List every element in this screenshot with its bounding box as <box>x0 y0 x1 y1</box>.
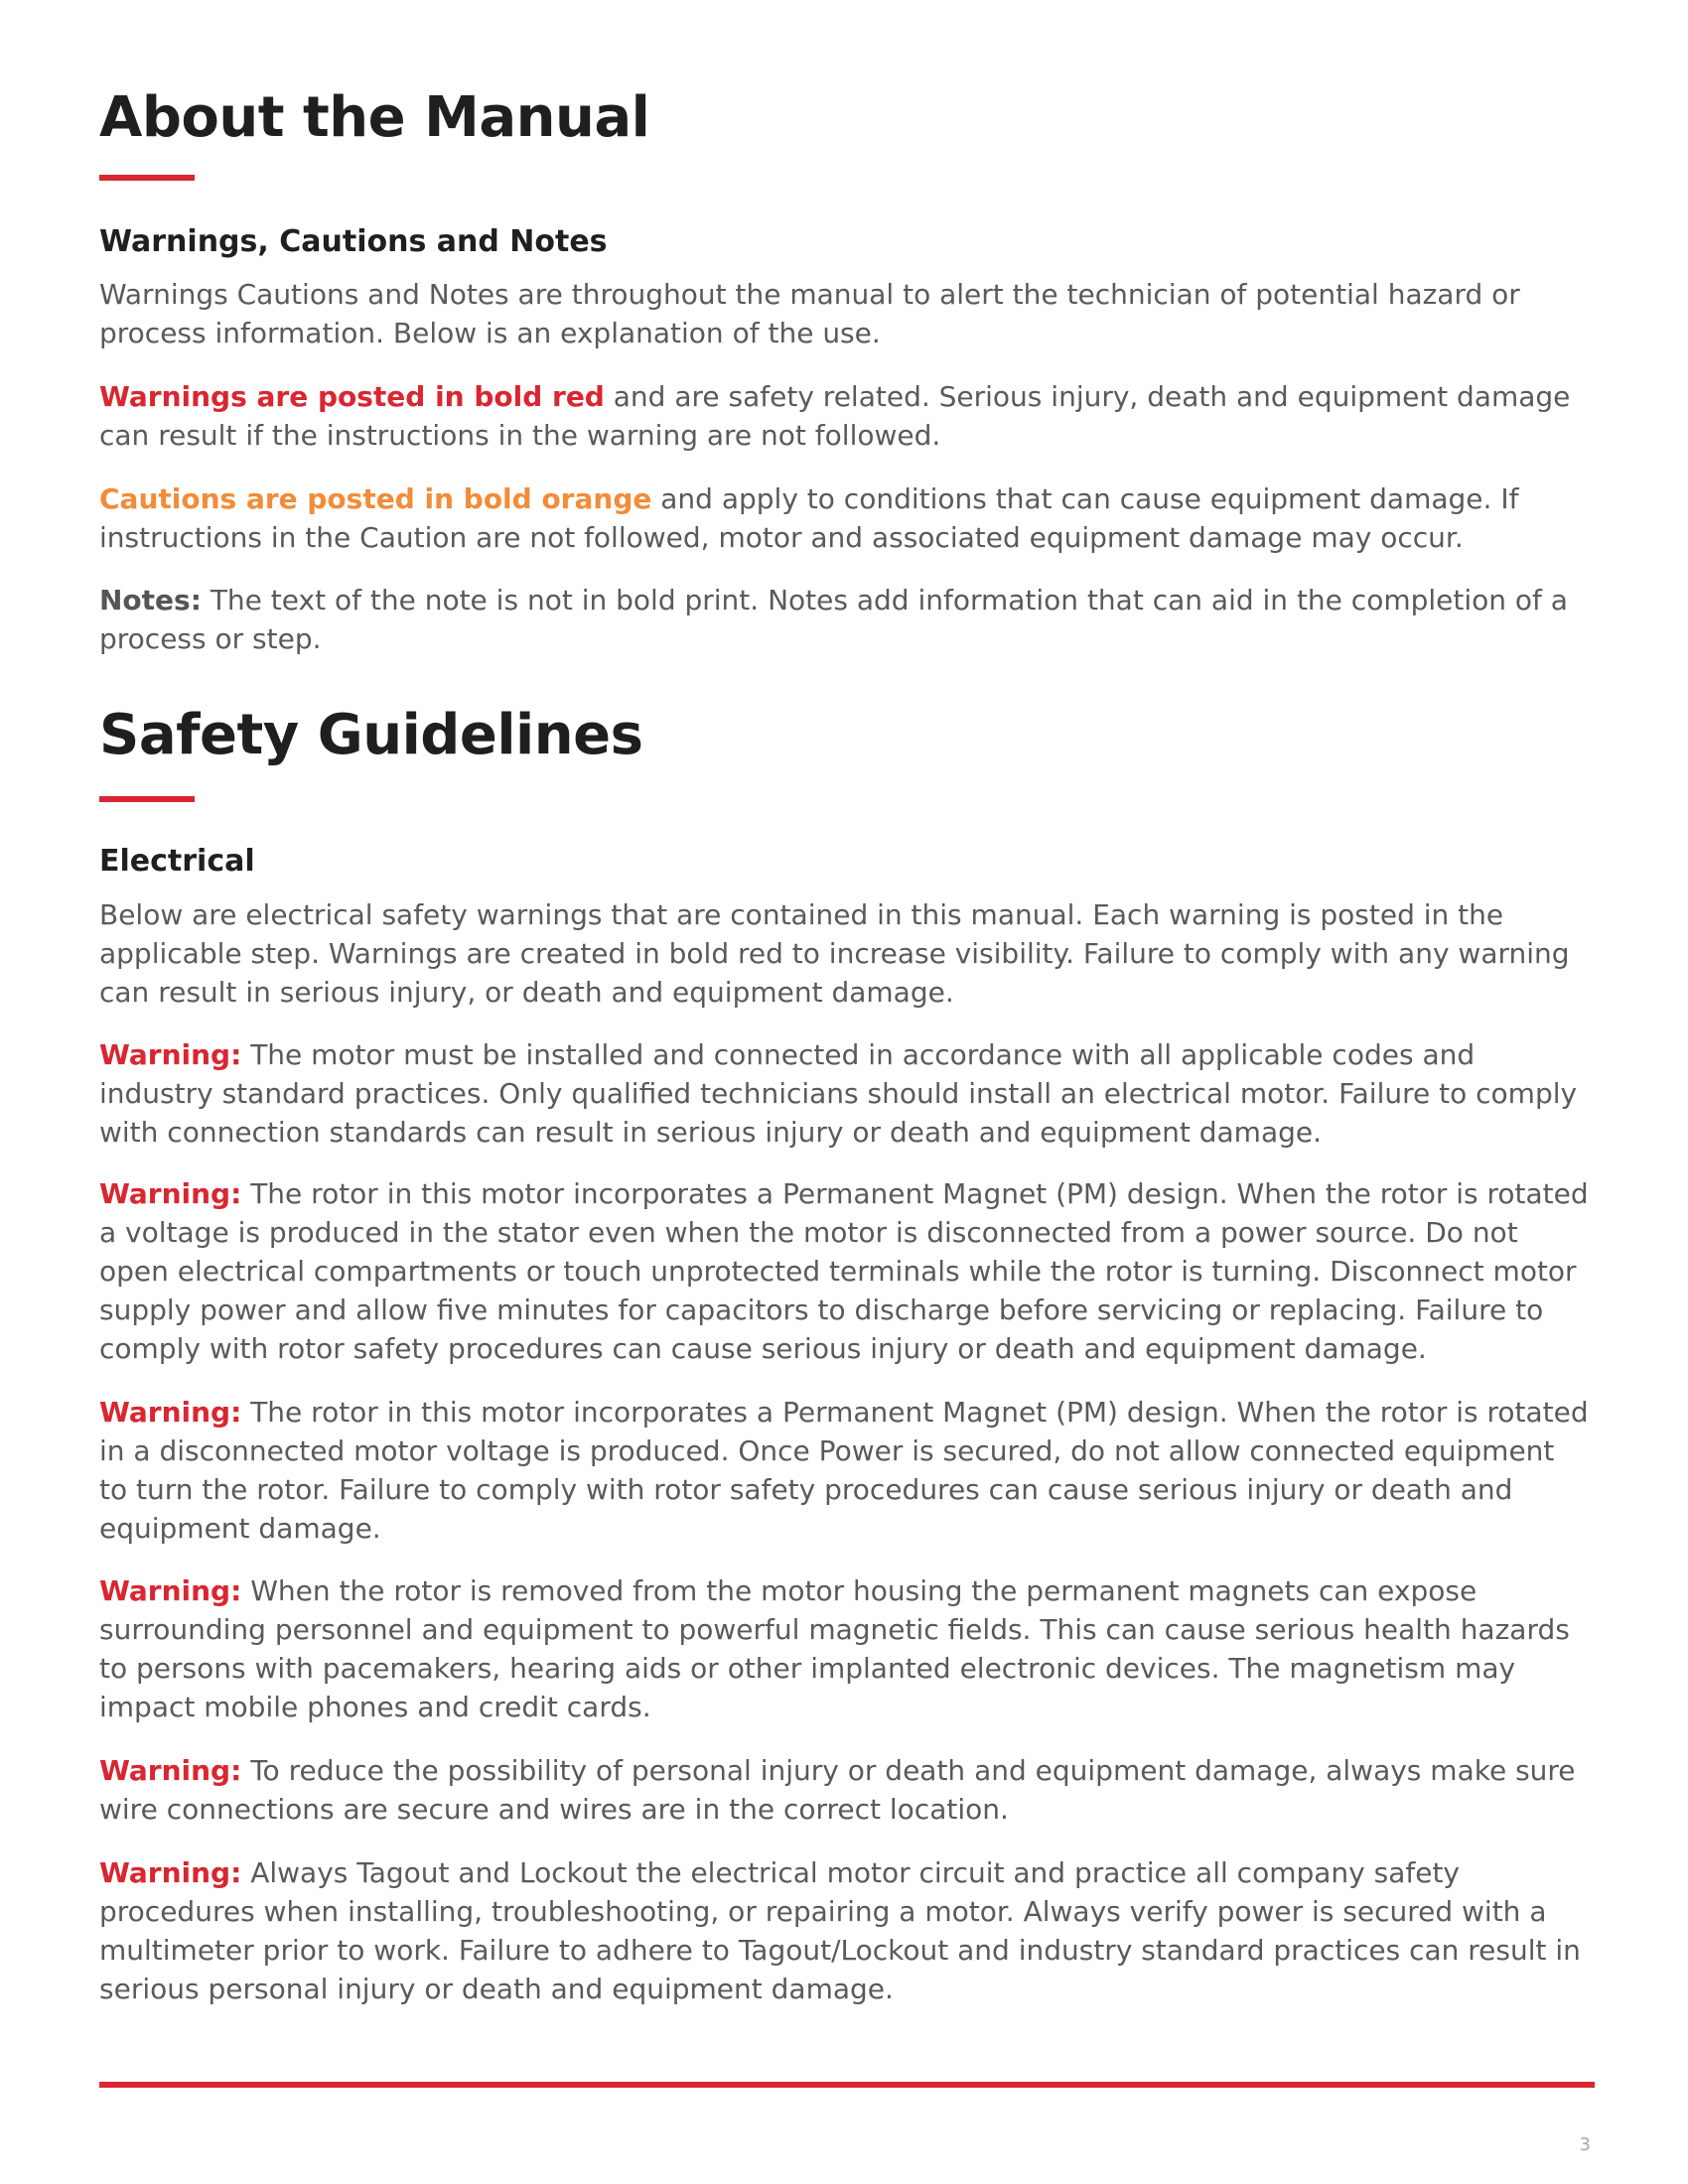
notes-explanation-lead: Notes: <box>99 584 202 616</box>
warning-text: The motor must be installed and connected in accordance with all applicable codes and industry standard practices. Only qualified technicians should install an electrical motor. Failure to comply with connection standards can result in serious injury or death and equipment damage. <box>99 1038 1578 1149</box>
electrical-heading: Electrical <box>99 844 255 879</box>
warning-text: To reduce the possibility of personal injury or death and equipment damage, always make sure wire connections are secure and wires are in the correct location. <box>99 1754 1576 1826</box>
warning-item <box>99 1571 1589 1726</box>
warning-text: Always Tagout and Lockout the electrical motor circuit and practice all company safety procedures when installing, troubleshooting, or repairing a motor. Always verify power is secured with a multimeter prior to work. Failure to adhere to Tagout/Lockout and industry standard practices can result in serious personal injury or death and equipment damage. <box>99 1856 1581 2005</box>
warning-item <box>99 1035 1589 1152</box>
safety-title-underline <box>99 796 195 802</box>
about-title-underline <box>99 175 195 181</box>
warning-item <box>99 1751 1589 1829</box>
warning-item <box>99 1174 1589 1368</box>
warning-item <box>99 1853 1589 2008</box>
notes-explanation-text: The text of the note is not in bold print. Notes add information that can aid in the completion of a process or step. <box>99 584 1568 655</box>
about-title: About the Manual <box>99 85 650 150</box>
electrical-intro: Below are electrical safety warnings that are contained in this manual. Each warning is posted in the applicable step. Warnings are created in bold red to increase visibility. Failure to comply with any warning can result in serious injury, or death and equipment damage. <box>99 898 1570 1009</box>
warning-label: Warning: <box>99 1038 242 1071</box>
warning-explanation <box>99 377 1589 455</box>
caution-explanation-lead: Cautions are posted in bold orange <box>99 482 652 515</box>
about-intro: Warnings Cautions and Notes are throughout the manual to alert the technician of potential hazard or process information. Below is an explanation of the use. <box>99 278 1520 349</box>
footer-divider <box>99 2082 1595 2088</box>
caution-explanation <box>99 479 1589 557</box>
warning-label: Warning: <box>99 1177 242 1210</box>
warning-text: When the rotor is removed from the motor housing the permanent magnets can expose surrounding personnel and equipment to powerful magnetic fields. This can cause serious health hazards to persons with pacemakers, hearing aids or other implanted electronic devices. The magnetism may impact mobile phones and credit cards. <box>99 1574 1570 1723</box>
warning-label: Warning: <box>99 1754 242 1787</box>
warning-explanation-lead: Warnings are posted in bold red <box>99 380 605 413</box>
warning-label: Warning: <box>99 1856 242 1889</box>
warning-label: Warning: <box>99 1396 242 1429</box>
safety-title: Safety Guidelines <box>99 703 643 767</box>
warnings-cautions-notes-heading: Warnings, Cautions and Notes <box>99 224 608 259</box>
warning-explanation-text: and are safety related. Serious injury, death and equipment damage can result if the instructions in the warning are not followed. <box>99 380 1571 452</box>
warning-label: Warning: <box>99 1574 242 1607</box>
notes-explanation <box>99 581 1589 658</box>
warning-item <box>99 1393 1589 1548</box>
page-number: 3 <box>1579 2134 1591 2155</box>
warning-text: The rotor in this motor incorporates a Permanent Magnet (PM) design. When the rotor is rotated in a disconnected motor voltage is produced. Once Power is secured, do not allow connected equipment to turn the rotor. Failure to comply with rotor safety procedures can cause serious injury or death and equipment damage. <box>99 1396 1589 1545</box>
warning-text: The rotor in this motor incorporates a Permanent Magnet (PM) design. When the rotor is rotated a voltage is produced in the stator even when the motor is disconnected from a power source. Do not open electrical compartments or touch unprotected terminals while the rotor is turning. Disconnect motor supply power and allow five minutes for capacitors to discharge before servicing or replacing. Failure to comply with rotor safety procedures can cause serious injury or death and equipment damage. <box>99 1177 1589 1365</box>
caution-explanation-text: and apply to conditions that can cause equipment damage. If instructions in the Caution are not followed, motor and associated equipment damage may occur. <box>99 482 1519 554</box>
